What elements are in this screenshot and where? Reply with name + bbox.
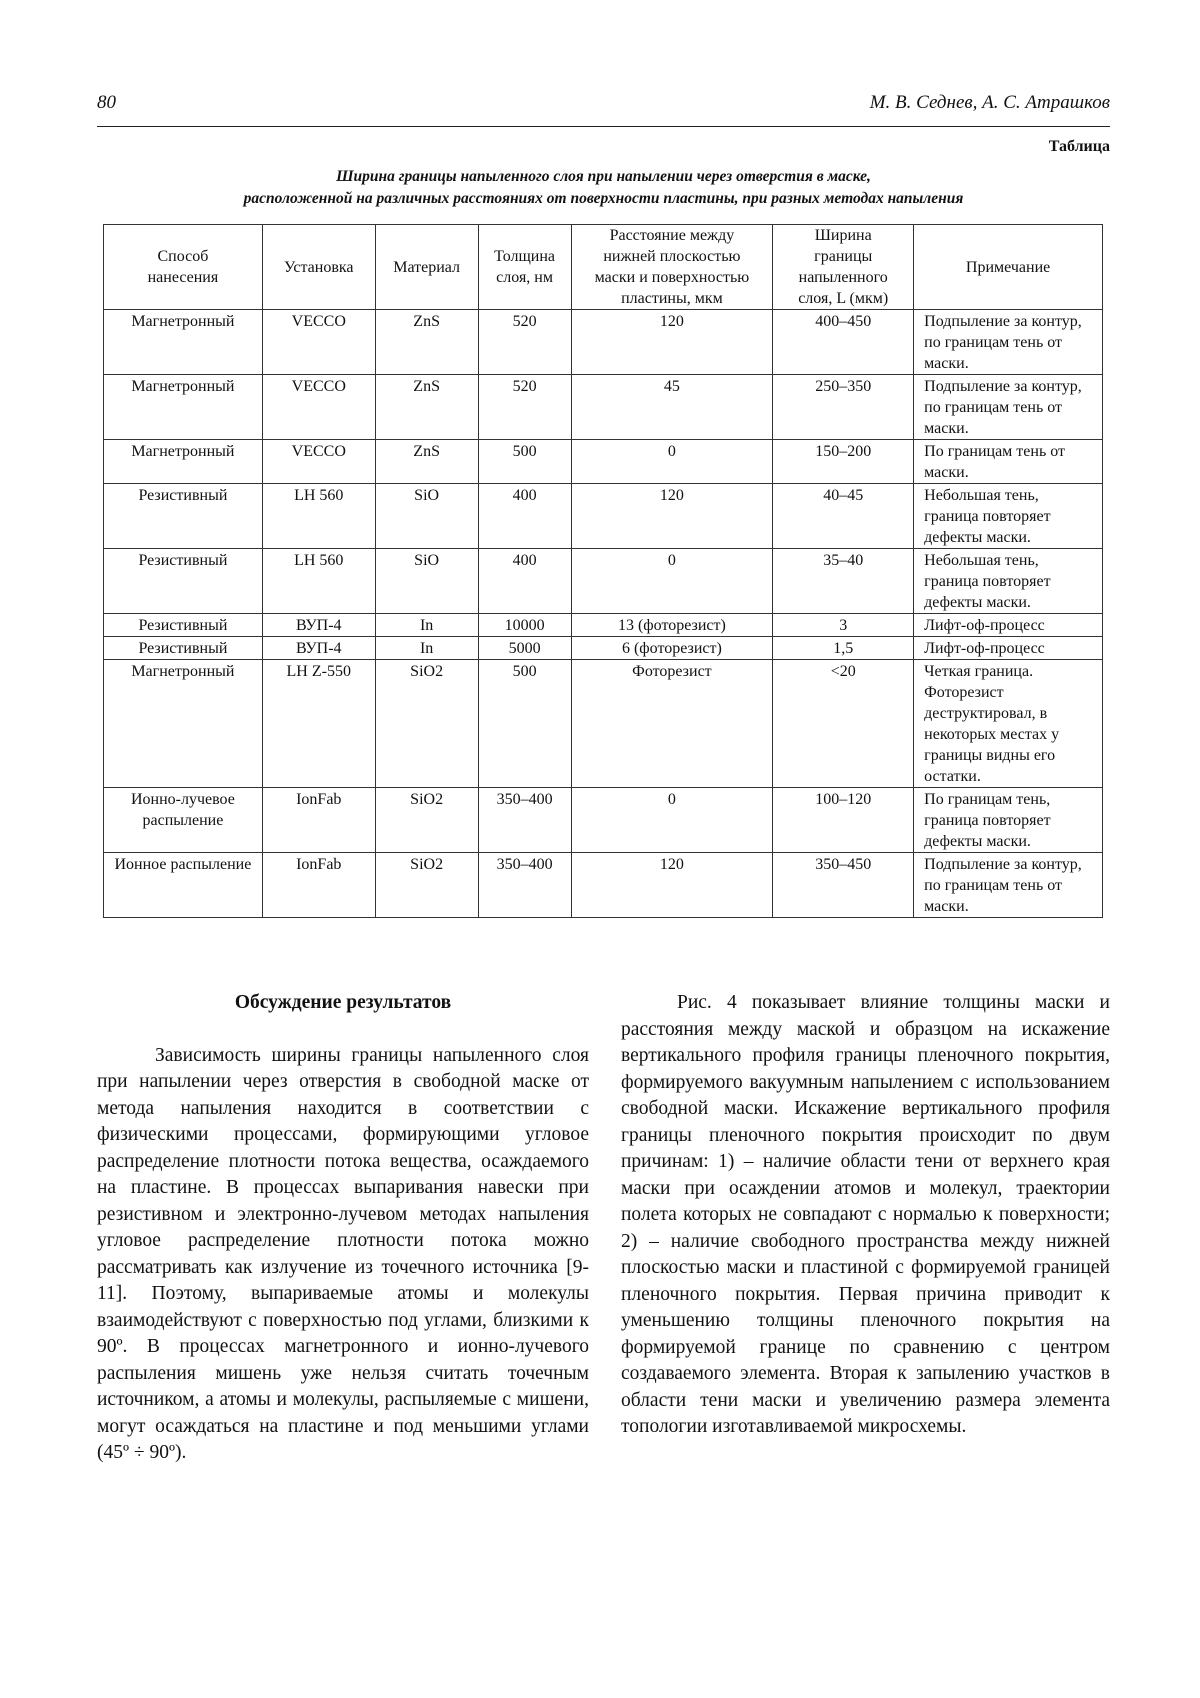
cell-installation: ВУП-4 [262,614,375,637]
header-width: Ширина границы напыленного слоя, L (мкм) [773,225,914,310]
cell-material: ZnS [375,375,478,440]
cell-method: Магнетронный [104,440,263,484]
cell-note: Подпыление за контур, по границам тень от маски. [914,375,1103,440]
header-method: Способ нанесения [104,225,263,310]
cell-material: ZnS [375,310,478,375]
cell-method: Резистивный [104,637,263,660]
page-header [97,92,1110,127]
table-caption-line-2: расположенной на различных расстояниях от поверхности пластины, при разных методах напыления [243,190,964,207]
cell-installation: IonFab [262,788,375,853]
table-header-row [104,225,1103,310]
cell-installation: LH 560 [262,549,375,614]
cell-thickness: 400 [478,484,571,549]
header-note: Примечание [914,225,1103,310]
cell-method: Резистивный [104,549,263,614]
cell-material: SiO [375,549,478,614]
paragraph-discussion-right: Рис. 4 показывает влияние толщины маски и расстояния между маской и образцом на искажение вертикального профиля границы пленочного покрытия, формируемого вакуумным напылением с использованием свободной маски. Искажение вертикального профиля границы пленочного покрытия происходит по двум причинам: 1) – наличие области тени от верхнего края маски при осаждении атомов и молекул, траектории полета которых не совпадают с нормалью к поверхности; 2) – наличие свободного пространства между нижней плоскостью маски и пластиной с формируемой границей пленочного покрытия. Первая причина приводит к уменьшению толщины пленочного покрытия на формируемой границе по сравнению с центром создаваемого элемента. Вторая к запылению участков в области тени маски и увеличению размера элемента топологии изготавливаемой микросхемы. [621,992,1110,1437]
cell-width: 100–120 [773,788,914,853]
cell-thickness: 500 [478,440,571,484]
table-row [104,375,1103,440]
page-number: 80 [97,92,116,113]
cell-note: Лифт-оф-процесс [914,637,1103,660]
cell-distance: 45 [571,375,773,440]
header-installation: Установка [262,225,375,310]
cell-method: Резистивный [104,484,263,549]
cell-thickness: 520 [478,375,571,440]
cell-material: In [375,614,478,637]
cell-method: Резистивный [104,614,263,637]
table-caption-line-1: Ширина границы напыленного слоя при напылении через отверстия в маске, [336,168,871,185]
cell-thickness: 10000 [478,614,571,637]
cell-distance: 120 [571,484,773,549]
cell-thickness: 5000 [478,637,571,660]
cell-width: 35–40 [773,549,914,614]
cell-note: Лифт-оф-процесс [914,614,1103,637]
table-label: Таблица [1048,138,1110,155]
cell-width: 3 [773,614,914,637]
cell-material: SiO2 [375,853,478,918]
cell-width: <20 [773,660,914,788]
cell-width: 150–200 [773,440,914,484]
table-row [104,853,1103,918]
cell-material: SiO2 [375,788,478,853]
cell-distance: 0 [571,549,773,614]
cell-distance: 120 [571,310,773,375]
cell-distance: 13 (фоторезист) [571,614,773,637]
cell-note: Подпыление за контур, по границам тень от маски. [914,310,1103,375]
cell-width: 350–450 [773,853,914,918]
cell-installation: VECCO [262,440,375,484]
cell-distance: 6 (фоторезист) [571,637,773,660]
cell-note: Небольшая тень, граница повторяет дефекты маски. [914,549,1103,614]
cell-width: 250–350 [773,375,914,440]
table-row [104,484,1103,549]
cell-installation: IonFab [262,853,375,918]
cell-material: SiO [375,484,478,549]
header-thickness: Толщина слоя, нм [478,225,571,310]
cell-thickness: 500 [478,660,571,788]
table-row [104,549,1103,614]
cell-thickness: 350–400 [478,788,571,853]
cell-method: Ионно-лучевое распыление [104,788,263,853]
table-row [104,440,1103,484]
cell-distance: 120 [571,853,773,918]
cell-distance: Фоторезист [571,660,773,788]
cell-width: 1,5 [773,637,914,660]
section-heading: Обсуждение результатов [234,992,452,1013]
cell-width: 400–450 [773,310,914,375]
left-column [97,990,589,1467]
cell-method: Магнетронный [104,310,263,375]
table-row [104,614,1103,637]
cell-distance: 0 [571,788,773,853]
cell-material: SiO2 [375,660,478,788]
cell-method: Ионное распыление [104,853,263,918]
right-column [621,990,1110,1441]
running-head-authors: М. В. Седнев, А. С. Атрашков [869,92,1110,113]
table-caption [97,166,1110,210]
cell-installation: ВУП-4 [262,637,375,660]
cell-thickness: 520 [478,310,571,375]
cell-installation: VECCO [262,375,375,440]
cell-note: Подпыление за контур, по границам тень от маски. [914,853,1103,918]
header-material: Материал [375,225,478,310]
cell-note: Четкая граница. Фоторезист деструктировал, в некоторых местах у границы видны его остатки. [914,660,1103,788]
cell-note: Небольшая тень, граница повторяет дефекты маски. [914,484,1103,549]
table-row [104,788,1103,853]
cell-width: 40–45 [773,484,914,549]
cell-thickness: 400 [478,549,571,614]
cell-installation: LH 560 [262,484,375,549]
table-row [104,310,1103,375]
cell-method: Магнетронный [104,660,263,788]
cell-note: По границам тень от маски. [914,440,1103,484]
cell-method: Магнетронный [104,375,263,440]
results-table [103,224,1103,918]
cell-thickness: 350–400 [478,853,571,918]
cell-distance: 0 [571,440,773,484]
cell-material: In [375,637,478,660]
cell-installation: LH Z-550 [262,660,375,788]
cell-note: По границам тень, граница повторяет дефекты маски. [914,788,1103,853]
table-row [104,660,1103,788]
paragraph-discussion-left: Зависимость ширины границы напыленного слоя при напылении через отверстия в свободной маске от метода напыления находится в соответствии с физическими процессами, формирующими угловое распределение плотности потока вещества, осаждаемого на пластине. В процессах выпаривания навески при резистивном и электронно-лучевом методах напыления угловое распределение плотности потока можно рассматривать как излучение из точечного источника [9-11]. Поэтому, выпариваемые атомы и молекулы взаимодействуют с поверхностью под углами, близкими к 90º. В процессах магнетронного и ионно-лучевого распыления мишень уже нельзя считать точечным источником, а атомы и молекулы, распыляемые с мишени, могут осаждаться на пластине и под меньшими углами (45º ÷ 90º). [97,1044,589,1463]
cell-material: ZnS [375,440,478,484]
cell-installation: VECCO [262,310,375,375]
table-row [104,637,1103,660]
header-distance: Расстояние между нижней плоскостью маски и поверхностью пластины, мкм [571,225,773,310]
